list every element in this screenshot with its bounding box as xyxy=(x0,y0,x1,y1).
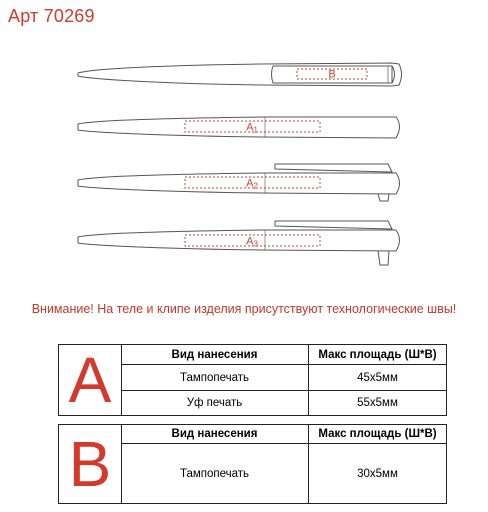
table-zone-b xyxy=(58,424,447,504)
column-header-area: Макс площадь (Ш*В) xyxy=(318,348,437,361)
table-b-header xyxy=(121,425,446,443)
article-title: Арт 70269 xyxy=(8,6,95,26)
column-header-method: Вид нанесения xyxy=(121,345,309,364)
pen-view-side-3 xyxy=(78,221,400,265)
zone-letter-b: B xyxy=(59,425,122,503)
pen-view-top xyxy=(78,63,402,86)
zone-label-a3: A3 xyxy=(246,235,258,249)
seam-notice: Внимание! На теле и клипе изделия присутствуют технологические швы! xyxy=(31,302,457,316)
column-header-area: Макс площадь (Ш*В) xyxy=(318,428,437,440)
cell-area: 30x5мм xyxy=(357,467,398,480)
table-zone-a xyxy=(58,344,447,416)
cell-method: Тампопечать xyxy=(121,444,309,503)
column-header-method: Вид нанесения xyxy=(121,425,309,443)
cell-area: 55x5мм xyxy=(357,397,398,409)
zone-letter-a: A xyxy=(59,345,122,415)
cell-method: Уф печать xyxy=(121,391,309,415)
pen-view-side-2 xyxy=(78,164,400,201)
zone-label-a1: A1 xyxy=(246,121,258,135)
cell-area: 45x5мм xyxy=(357,371,398,384)
zone-label-b: B xyxy=(328,68,336,81)
table-row xyxy=(121,390,446,415)
table-a-header xyxy=(121,345,446,364)
zone-label-a2: A2 xyxy=(246,177,258,191)
table-row xyxy=(121,443,446,503)
table-row xyxy=(121,364,446,390)
pen-view-side-1 xyxy=(78,117,400,138)
cell-method: Тампопечать xyxy=(121,365,309,390)
